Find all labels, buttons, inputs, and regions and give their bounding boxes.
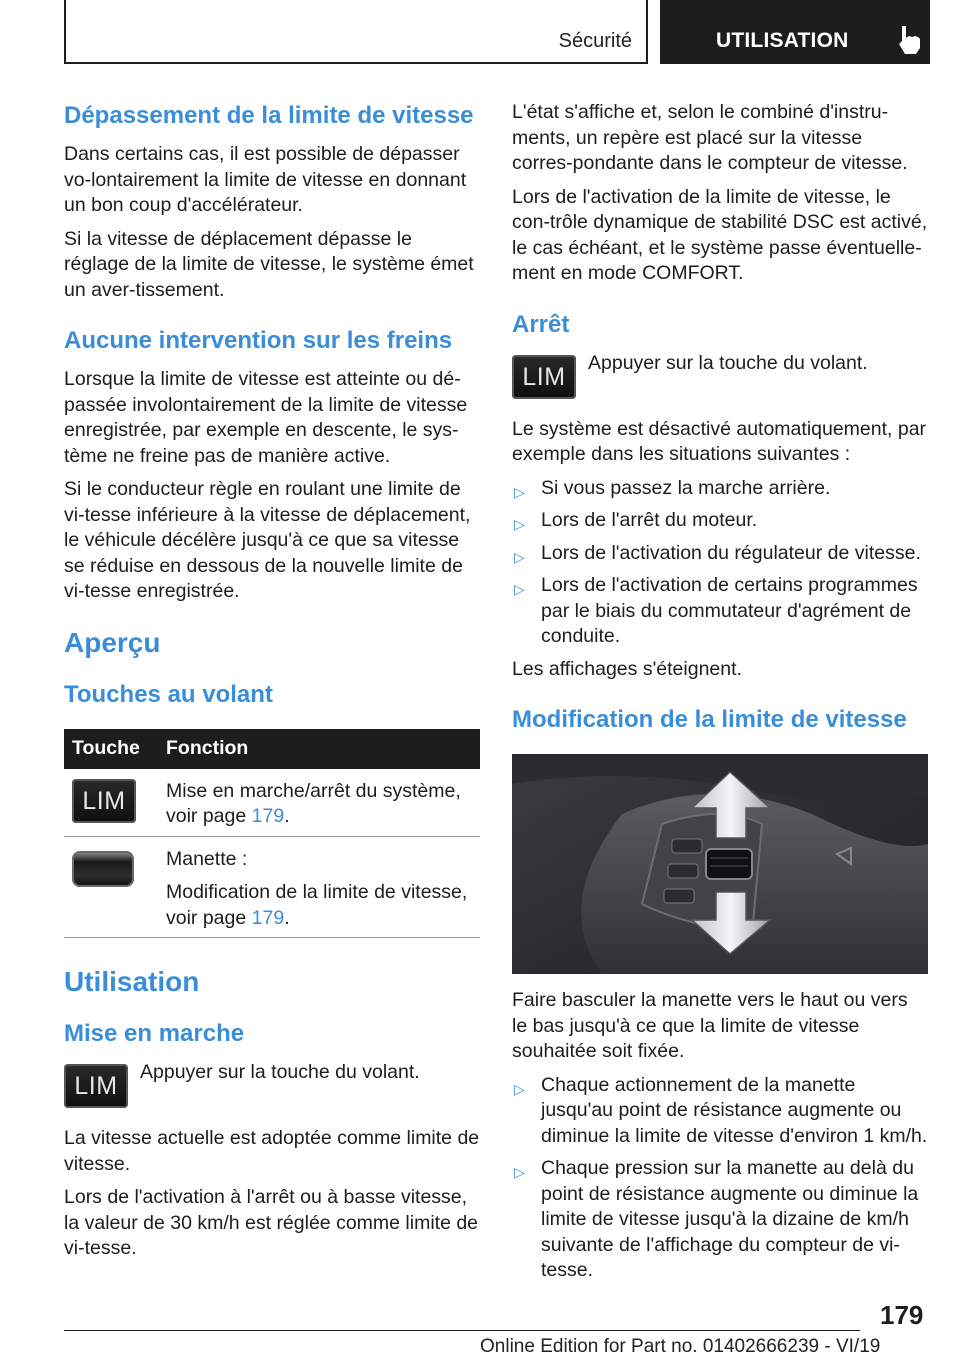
- page-ref-prefix: voir page: [166, 906, 247, 929]
- paragraph: Si la vitesse de déplacement dépasse le réglage de la limite de vitesse, le système émet un aver-tissement.: [64, 227, 474, 301]
- paragraph: Lors de l'activation à l'arrêt ou à basse vitesse, la valeur de 30 km/h est réglée comme limite de vi-tesse.: [64, 1186, 479, 1259]
- paragraph: Faire basculer la manette vers le haut ou vers le bas jusqu'à ce que la limite de vitesse souhaitée soit fixée.: [512, 989, 908, 1062]
- heading-modify-limit: Modification de la limite de vitesse: [512, 706, 907, 733]
- paragraph: Lorsque la limite de vitesse est atteinte ou dé-passée involontairement de la limite de vitesse enregistrée, par exemple en descente, le sys-tème ne freine pas de manière active.: [64, 368, 468, 467]
- list-item: ▷ Lors de l'activation de certains programmes par le biais du commutateur d'agrément de conduite.: [514, 574, 918, 647]
- list-item: ▷ Chaque actionnement de la manette jusqu'au point de résistance augmente ou diminue la limite de vitesse d'environ 1 km/h.: [514, 1073, 928, 1147]
- triangle-bullet-icon: ▷: [514, 483, 525, 500]
- heading-steering-keys: Touches au volant: [64, 680, 273, 708]
- page-ref-prefix: voir page: [166, 805, 247, 827]
- heading-no-brake: Aucune intervention sur les freins: [64, 327, 453, 354]
- pointing-hand-icon: [896, 24, 922, 56]
- lim-button-icon: LIM: [64, 1064, 128, 1108]
- footer-rule: [64, 1330, 860, 1331]
- table-row: Manette : Modification de la limite de vitesse, voir page 179.: [64, 836, 480, 938]
- paragraph: Si le conducteur règle en roulant une limite de vi-tesse inférieure à la vitesse de déplacement, le véhicule décélère jusqu'à ce que sa vitesse se réduise en dessous de la nouvelle limite de vi-tesse enregistrée.: [64, 478, 471, 602]
- table-header-row: [64, 729, 480, 769]
- header-chapter-title: UTILISATION: [716, 29, 849, 52]
- instruction-text: Appuyer sur la touche du volant.: [140, 1061, 420, 1083]
- list-item: ▷ Chaque pression sur la manette au delà du point de résistance augmente ou diminue la limite de vitesse jusqu'à la dizaine de km/h suivante de l'affichage du compteur de vi-tesse.: [514, 1157, 919, 1281]
- paragraph: Le système est désactivé automatiquement, par exemple dans les situations suivantes :: [512, 417, 927, 465]
- function-text: Mise en marche/arrêt du système,: [166, 779, 461, 802]
- triangle-bullet-icon: ▷: [514, 1080, 525, 1097]
- header-section-box: [64, 0, 648, 64]
- paragraph: Les affichages s'éteignent.: [512, 657, 742, 680]
- list-item: ▷ Lors de l'arrêt du moteur.: [512, 508, 928, 534]
- instruction-text: Appuyer sur la touche du volant.: [588, 351, 868, 374]
- footer-edition: Online Edition for Part no. 01402666239 - VI/19: [480, 1336, 881, 1357]
- header-chapter-box: [660, 0, 930, 64]
- switch-off-instruction: [512, 351, 928, 407]
- paragraph: Dans certains cas, il est possible de dépasser vo-lontairement la limite de vitesse en donnant un bon coup d'accélérateur.: [64, 143, 467, 216]
- page-ref-link[interactable]: 179: [251, 906, 285, 929]
- paragraph: Lors de l'activation de la limite de vitesse, le con-trôle dynamique de stabilité DSC est activé, le cas échéant, et le système passe éventuelle-ment en mode COMFORT.: [512, 185, 928, 284]
- heading-usage: Utilisation: [64, 966, 200, 997]
- heading-switch-on: Mise en marche: [64, 1020, 245, 1047]
- triangle-bullet-icon: ▷: [514, 516, 525, 532]
- lim-button-icon: LIM: [512, 355, 576, 399]
- triangle-bullet-icon: ▷: [514, 581, 525, 597]
- switch-on-instruction: [64, 1060, 480, 1116]
- paragraph: La vitesse actuelle est adoptée comme limite de vitesse.: [64, 1127, 480, 1175]
- column-header-key: Touche: [64, 729, 158, 769]
- page-ref-link[interactable]: 179: [251, 805, 285, 827]
- keys-table: [64, 729, 480, 939]
- header-section-title: Sécurité: [558, 30, 632, 52]
- function-text: Modification de la limite de vitesse,: [166, 881, 468, 903]
- triangle-bullet-icon: ▷: [514, 548, 525, 565]
- triangle-bullet-icon: ▷: [514, 1164, 525, 1180]
- steering-wheel-photo: [512, 754, 928, 974]
- table-row: LIM Mise en marche/arrêt du système, voir page 179.: [64, 769, 480, 837]
- rocker-switch-icon: [72, 851, 134, 887]
- page-number: 179: [880, 1300, 924, 1330]
- stop-conditions-list: [512, 476, 928, 650]
- heading-switch-off: Arrêt: [512, 310, 570, 338]
- list-item: ▷ Lors de l'activation du régulateur de vitesse.: [512, 541, 928, 567]
- heading-speed-exceed: Dépassement de la limite de vitesse: [64, 102, 474, 129]
- paragraph: L'état s'affiche et, selon le combiné d'instru-ments, un repère est placé sur la vitesse corres-pondante dans le compteur de vitesse.: [512, 101, 908, 174]
- heading-overview: Aperçu: [64, 626, 161, 658]
- lim-button-icon: LIM: [72, 779, 136, 823]
- right-column: [512, 100, 928, 1291]
- modify-steps-list: [512, 1073, 928, 1284]
- function-text: Manette :: [166, 847, 248, 870]
- left-column: [64, 100, 480, 1270]
- list-item: ▷ Si vous passez la marche arrière.: [512, 476, 928, 502]
- column-header-function: Fonction: [158, 729, 480, 769]
